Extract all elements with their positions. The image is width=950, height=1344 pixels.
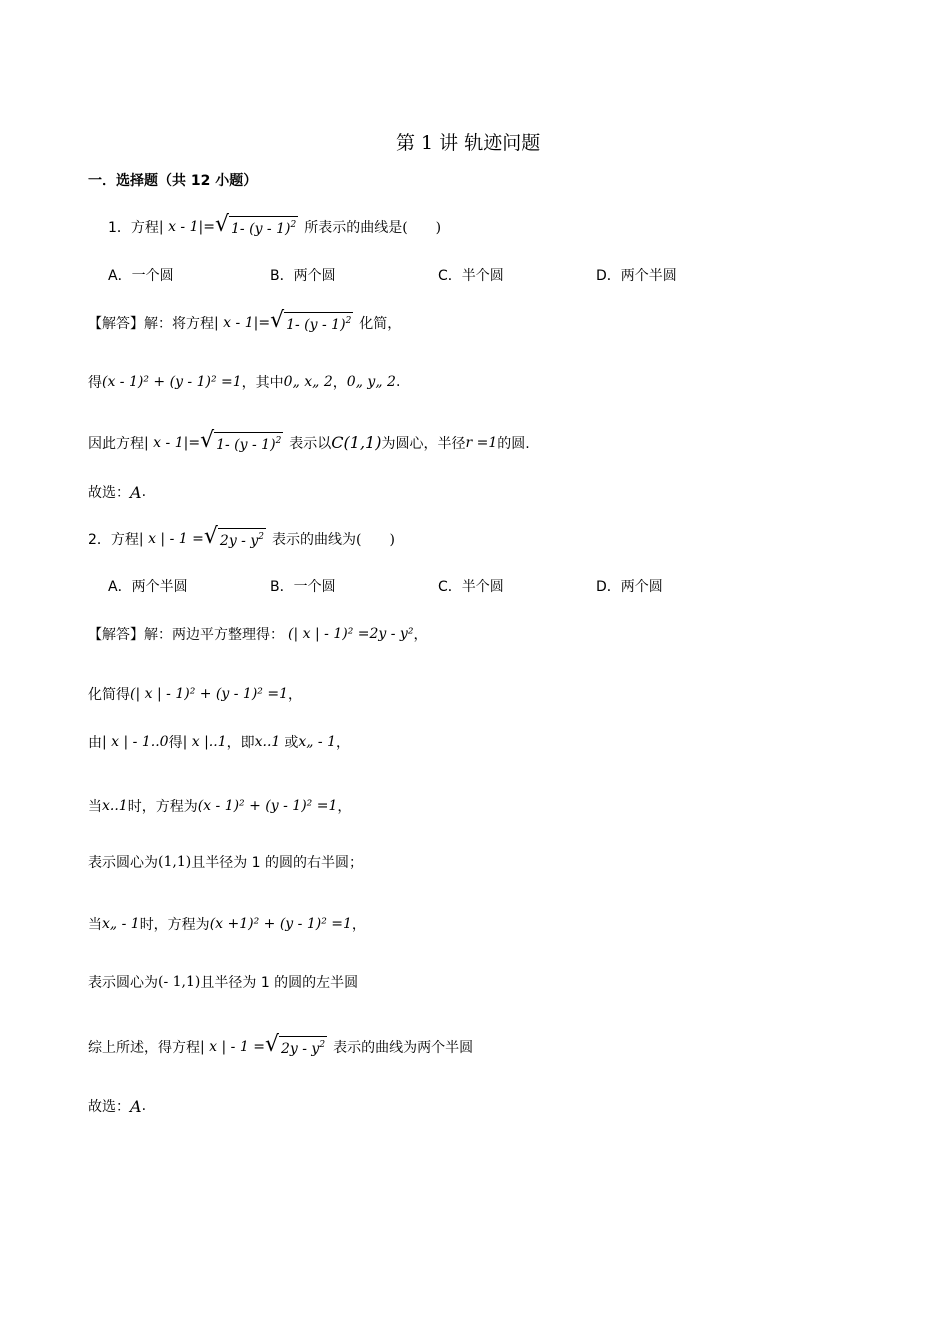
radical-sign: √ xyxy=(214,212,230,237)
q1-sol3-sqrt xyxy=(200,428,283,453)
q1-prefix: 1．方程 xyxy=(108,219,159,236)
q2-solution-line-3 xyxy=(88,732,350,752)
q2-l7-text: 表示圆心为 xyxy=(88,975,158,991)
q2-solution-line-5 xyxy=(88,852,363,872)
q2-l2-eq: (| x | - 1)² + (y - 1)² =1 xyxy=(130,686,289,702)
q2-paren: ( ) xyxy=(356,531,395,548)
q1-sol-sqrt xyxy=(270,308,353,333)
radical-sign: √ xyxy=(200,428,215,453)
q2-l2-comma: ， xyxy=(288,687,303,703)
q2-l3-eq3: x..1 xyxy=(254,734,281,750)
q1-sol2-period: . xyxy=(395,374,401,390)
section-heading: 一．选择题（共 12 小题） xyxy=(88,173,258,189)
q2-prefix: 2．方程 xyxy=(88,531,139,548)
question-1-stem xyxy=(108,212,442,237)
q1-answer-label: 故选： xyxy=(88,485,130,501)
q1-suffix: 所表示的曲线是 xyxy=(304,219,403,236)
q2-l4-text: 当 xyxy=(88,799,102,815)
q2-l3-comma: ， xyxy=(336,735,351,751)
q2-l8-eq-lhs: | x | - 1 = xyxy=(200,1038,265,1055)
q2-l6-eq1: x„ - 1 xyxy=(102,916,140,932)
q2-solution-line-2 xyxy=(88,684,302,704)
q2-answer xyxy=(88,1096,146,1116)
q2-l1-eq: (| x | - 1)² =2y - y² xyxy=(288,626,414,642)
q2-sqrt xyxy=(203,524,266,549)
q2-answer-label: 故选： xyxy=(88,1099,130,1115)
q2-l1-text: 解：两边平方整理得： xyxy=(144,627,284,643)
q1-option-a: A．一个圆 xyxy=(108,268,174,284)
q2-l2-text: 化简得 xyxy=(88,687,130,703)
q2-answer-value: A xyxy=(130,1096,142,1116)
q2-solution-line-7 xyxy=(88,972,358,992)
q1-sol-exp: 2 xyxy=(345,316,352,326)
q2-l3-text-2: 得 xyxy=(168,735,183,751)
q2-l5-eq: (1,1) xyxy=(158,854,192,870)
q1-sol2-eq: (x - 1)² + (y - 1)² =1 xyxy=(102,374,242,390)
q1-sol-eq-lhs: | x - 1|= xyxy=(214,314,271,331)
q1-solution-line-1 xyxy=(88,308,402,333)
q2-l4-comma: ， xyxy=(337,799,352,815)
q2-l4-text-2: 时，方程为 xyxy=(127,799,198,815)
q1-sol2-text: 得 xyxy=(88,375,102,391)
q1-sqrt xyxy=(214,212,298,237)
q2-solution-line-4 xyxy=(88,796,351,816)
q2-sqrt-body: 2y - y xyxy=(219,533,259,549)
q1-sol3-text-2: 表示以 xyxy=(289,435,332,452)
q2-eq-lhs: | x | - 1 = xyxy=(138,530,204,547)
q2-sol-label: 【解答】 xyxy=(88,627,144,643)
q2-l7-text-2: 且半径为 1 的圆的左半圆 xyxy=(200,975,359,991)
q2-option-c: C．半个圆 xyxy=(438,579,504,595)
q1-solution-line-2 xyxy=(88,372,400,392)
q2-l5-text: 表示圆心为 xyxy=(88,855,158,871)
q2-option-b: B．一个圆 xyxy=(270,579,336,595)
q1-option-d: D．两个半圆 xyxy=(596,268,677,284)
q2-l3-text-4: 或 xyxy=(284,735,299,751)
q1-sol3-text-3: 为圆心，半径 xyxy=(381,435,466,452)
q2-l5-text-2: 且半径为 1 的圆的右半圆； xyxy=(191,855,364,871)
q1-sol-label: 【解答】 xyxy=(88,315,144,332)
q2-l3-eq4: x„ - 1 xyxy=(298,734,337,750)
q2-solution-line-1 xyxy=(88,624,427,644)
q1-exp: 2 xyxy=(290,220,297,230)
q2-l8-sqrt xyxy=(264,1032,327,1057)
q1-sol2-range-x: 0„ x„ 2 xyxy=(283,374,333,390)
q1-sol3-text-4: 的圆. xyxy=(497,435,530,452)
q2-solution-line-8 xyxy=(88,1032,474,1057)
q1-sol2-text-2: ，其中 xyxy=(241,375,284,391)
q2-l8-sqrt-body: 2y - y xyxy=(280,1041,320,1057)
q2-option-d: D．两个圆 xyxy=(596,579,663,595)
q1-sol2-comma: ， xyxy=(332,375,347,391)
q2-option-a: A．两个半圆 xyxy=(108,579,188,595)
q1-sol-text-2: 化简， xyxy=(359,315,402,332)
q1-sqrt-body: 1- (y - 1) xyxy=(231,221,291,237)
page-title: 第 1 讲 轨迹问题 xyxy=(396,132,541,154)
q2-l3-text: 由 xyxy=(88,735,102,751)
q2-l3-text-3: ，即 xyxy=(226,735,255,751)
q2-l7-eq: (- 1,1) xyxy=(158,974,201,990)
question-2-stem xyxy=(88,524,395,549)
q2-l8-exp: 2 xyxy=(319,1040,326,1050)
q2-suffix: 表示的曲线为 xyxy=(272,531,356,548)
q2-l3-eq2: | x |..1 xyxy=(182,734,227,750)
q1-sol2-range-y: 0„ y„ 2 xyxy=(346,374,396,390)
q1-solution-line-3 xyxy=(88,428,530,453)
q2-l8-text-2: 表示的曲线为两个半圆 xyxy=(333,1039,474,1056)
radical-sign: √ xyxy=(203,524,218,549)
q2-l4-eq1: x..1 xyxy=(102,798,128,814)
radical-sign: √ xyxy=(270,308,285,333)
q1-option-c: C．半个圆 xyxy=(438,268,504,284)
q1-answer xyxy=(88,482,146,502)
q1-sol-text: 解：将方程 xyxy=(144,315,214,332)
q2-exp: 2 xyxy=(258,532,264,542)
radical-sign: √ xyxy=(264,1032,279,1057)
q1-answer-value: A xyxy=(130,482,142,502)
q2-answer-period: . xyxy=(141,1098,147,1114)
q1-eq-lhs: | x - 1|= xyxy=(158,218,215,235)
q1-sol3-text: 因此方程 xyxy=(88,435,144,452)
q2-l6-text-2: 时，方程为 xyxy=(139,917,210,933)
q1-sol3-eq-lhs: | x - 1|= xyxy=(144,434,201,451)
q2-l8-text: 综上所述，得方程 xyxy=(88,1039,200,1056)
q2-l3-eq1: | x | - 1..0 xyxy=(102,734,169,750)
q2-solution-line-6 xyxy=(88,914,366,934)
q1-answer-period: . xyxy=(141,484,147,500)
q2-l6-eq2: (x +1)² + (y - 1)² =1 xyxy=(209,916,352,932)
q1-sol3-exp: 2 xyxy=(275,436,282,446)
q1-sol-sqrt-body: 1- (y - 1) xyxy=(286,317,346,333)
q2-l6-text: 当 xyxy=(88,917,102,933)
q1-sol3-radius: r =1 xyxy=(465,434,498,451)
q1-paren: ( ) xyxy=(402,219,442,236)
q2-l6-comma: ， xyxy=(351,917,366,933)
q1-sol3-center: C(1,1) xyxy=(331,433,382,452)
q1-option-b: B．两个圆 xyxy=(270,268,336,284)
q1-sol3-sqrt-body: 1- (y - 1) xyxy=(216,437,276,453)
q2-l4-eq2: (x - 1)² + (y - 1)² =1 xyxy=(197,798,338,814)
q2-l1-comma: ， xyxy=(413,627,428,643)
